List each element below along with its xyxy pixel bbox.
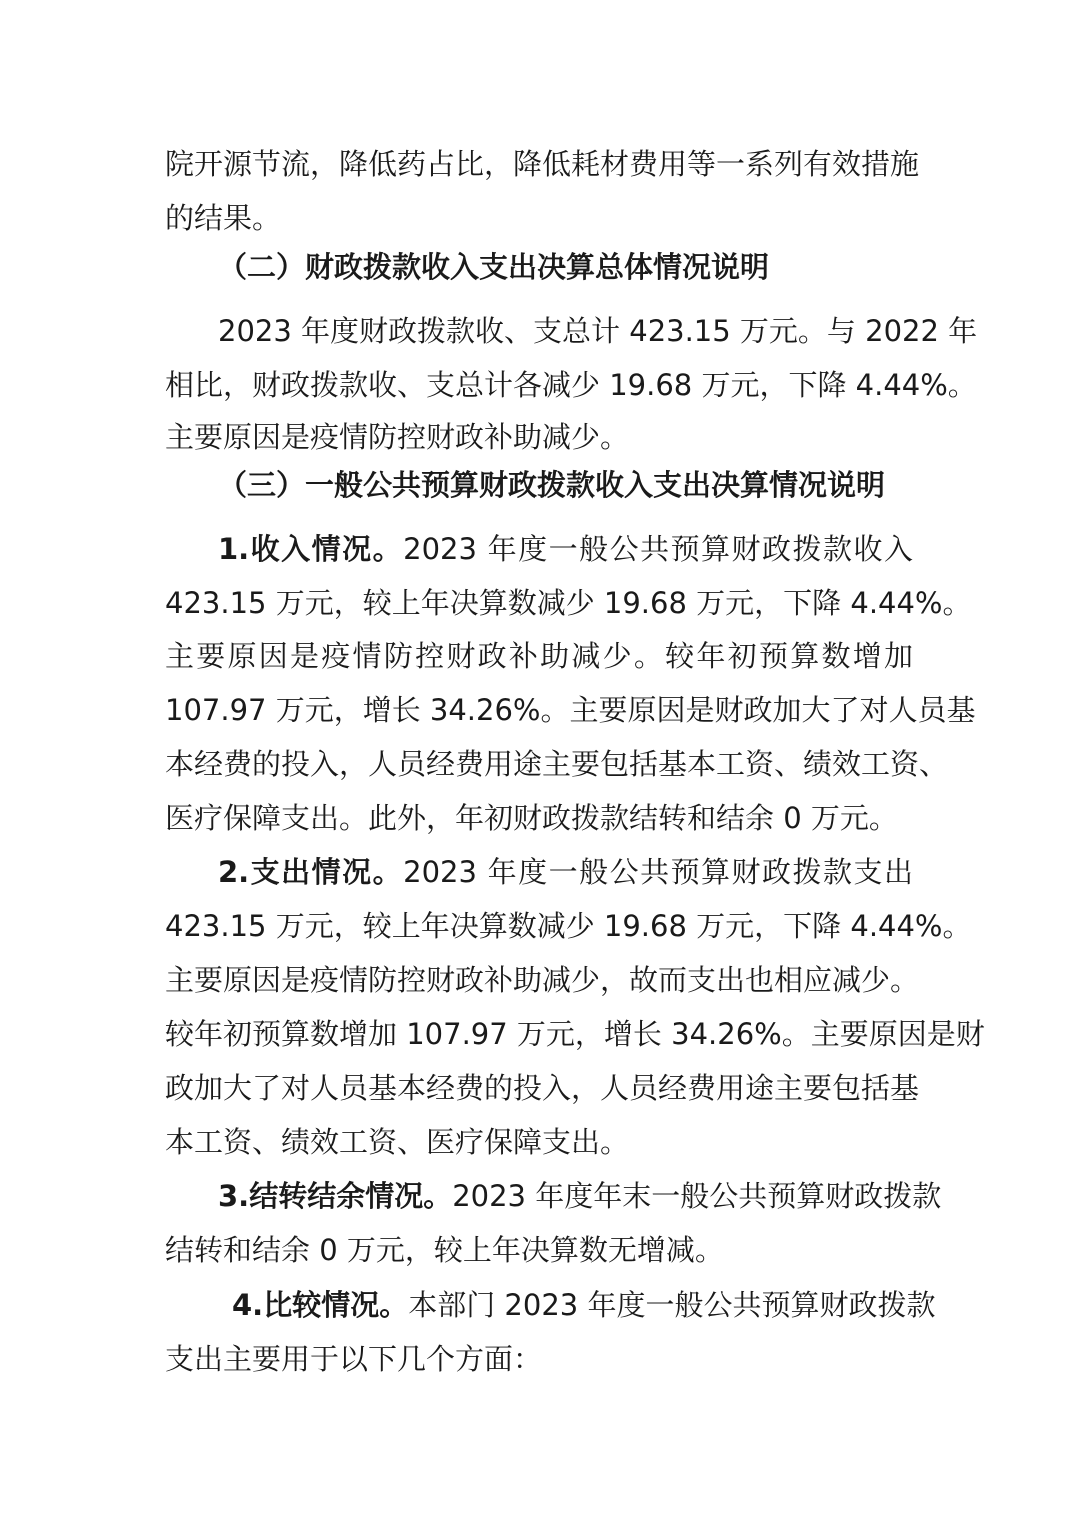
subsection-3-first-line: 3.结转结余情况。2023 年度年末一般公共预算财政拨款	[218, 1179, 942, 1213]
paragraph-line: 结转和结余 0 万元，较上年决算数无增减。	[165, 1233, 724, 1267]
paragraph-line: 主要原因是疫情防控财政补助减少。较年初预算数增加	[165, 639, 913, 673]
section-heading-2: （二）财政拨款收入支出决算总体情况说明	[218, 250, 770, 284]
paragraph-line: 主要原因是疫情防控财政补助减少。	[165, 420, 630, 454]
paragraph-line: 本经费的投入，人员经费用途主要包括基本工资、绩效工资、	[165, 747, 949, 781]
paragraph-line: 本工资、绩效工资、医疗保障支出。	[165, 1125, 630, 1159]
paragraph-line: 主要原因是疫情防控财政补助减少，故而支出也相应减少。	[165, 963, 920, 997]
paragraph-line: 423.15 万元，较上年决算数减少 19.68 万元，下降 4.44%。	[165, 586, 972, 620]
subsection-4-first-line: 4.比较情况。本部门 2023 年度一般公共预算财政拨款	[232, 1288, 936, 1322]
subsection-title: 4.比较情况。	[232, 1288, 409, 1322]
subsection-1-first-line: 1.收入情况。2023 年度一般公共预算财政拨款收入	[218, 532, 913, 566]
paragraph-line: 107.97 万元，增长 34.26%。主要原因是财政加大了对人员基	[165, 693, 976, 727]
paragraph-line: 的结果。	[165, 201, 282, 235]
paragraph-line: 2023 年度财政拨款收、支总计 423.15 万元。与 2022 年	[218, 314, 978, 348]
paragraph-line: 院开源节流，降低药占比，降低耗材费用等一系列有效措施	[165, 147, 920, 181]
subsection-2-first-line: 2.支出情况。2023 年度一般公共预算财政拨款支出	[218, 855, 913, 889]
section-heading-3: （三）一般公共预算财政拨款收入支出决算情况说明	[218, 468, 886, 502]
paragraph-line: 支出主要用于以下几个方面：	[165, 1342, 543, 1376]
subsection-title: 2.支出情况。	[218, 855, 404, 889]
paragraph-line: 较年初预算数增加 107.97 万元，增长 34.26%。主要原因是财	[165, 1017, 985, 1051]
subsection-title: 3.结转结余情况。	[218, 1179, 453, 1213]
paragraph-line: 医疗保障支出。此外，年初财政拨款结转和结余 0 万元。	[165, 801, 898, 835]
subsection-title: 1.收入情况。	[218, 532, 404, 566]
paragraph-line: 相比，财政拨款收、支总计各减少 19.68 万元，下降 4.44%。	[165, 368, 977, 402]
paragraph-line: 政加大了对人员基本经费的投入，人员经费用途主要包括基	[165, 1071, 920, 1105]
paragraph-line: 423.15 万元，较上年决算数减少 19.68 万元，下降 4.44%。	[165, 909, 972, 943]
